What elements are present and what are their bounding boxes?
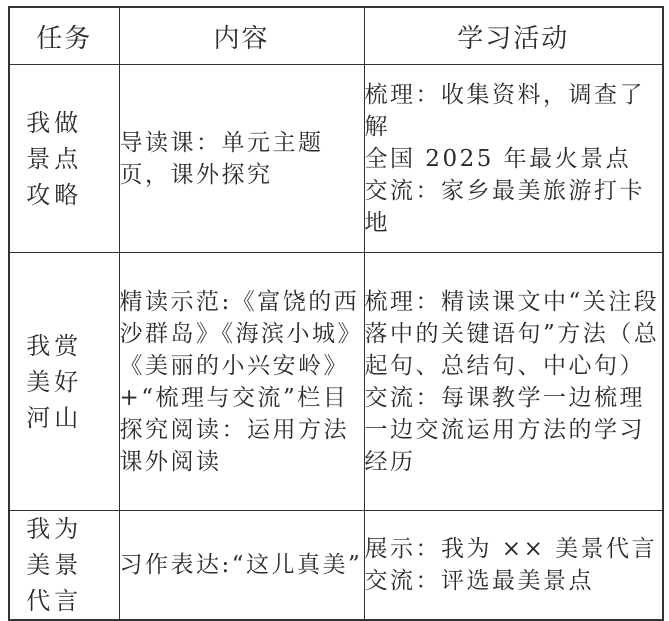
- content-line: 探究阅读：运用方法课外阅读: [119, 416, 349, 475]
- task-cell: [9, 253, 119, 511]
- table-header-row: [9, 7, 663, 65]
- task-name: 我做景点攻略: [26, 108, 83, 209]
- activity-line: 全国 2025 年最火景点: [364, 145, 632, 172]
- content-line: 精读示范:《富饶的西沙群岛》《海滨小城》《美丽的小兴安岭》+“梳理与交流”栏目: [119, 288, 363, 411]
- activity-line: 梳理：收集资料，调查了解: [364, 81, 645, 140]
- activity-line: 展示：我为 ×× 美景代言: [364, 536, 658, 562]
- activity-line: 交流：每课教学一边梳理一边交流运用方法的学习经历: [364, 384, 645, 475]
- content-line: 导读课：单元主题页，课外探究: [119, 129, 324, 188]
- content-cell: [119, 65, 364, 253]
- activity-cell: [364, 65, 663, 253]
- table-row: [9, 253, 663, 511]
- activity-cell: [364, 253, 663, 511]
- header-content: 内容: [119, 7, 364, 65]
- task-cell: [9, 65, 119, 253]
- task-name: 我为美景代言: [26, 515, 83, 615]
- table-row: [9, 65, 663, 253]
- header-task: 任务: [9, 7, 119, 65]
- header-activities: 学习活动: [364, 7, 663, 65]
- content-cell: [119, 253, 364, 511]
- activity-cell: [364, 511, 663, 621]
- table-row: [9, 511, 663, 621]
- learning-task-table: [8, 6, 664, 621]
- activity-line: 交流：家乡最美旅游打卡地: [364, 177, 645, 236]
- task-cell: [9, 511, 119, 621]
- content-line: 习作表达:“这儿真美”: [119, 552, 363, 578]
- task-name: 我赏美好河山: [26, 331, 83, 432]
- activity-line: 梳理：精读课文中“关注段落中的关键语句”方法（总起句、总结句、中心句）: [364, 288, 660, 379]
- content-cell: [119, 511, 364, 621]
- activity-line: 交流：评选最美景点: [364, 568, 594, 594]
